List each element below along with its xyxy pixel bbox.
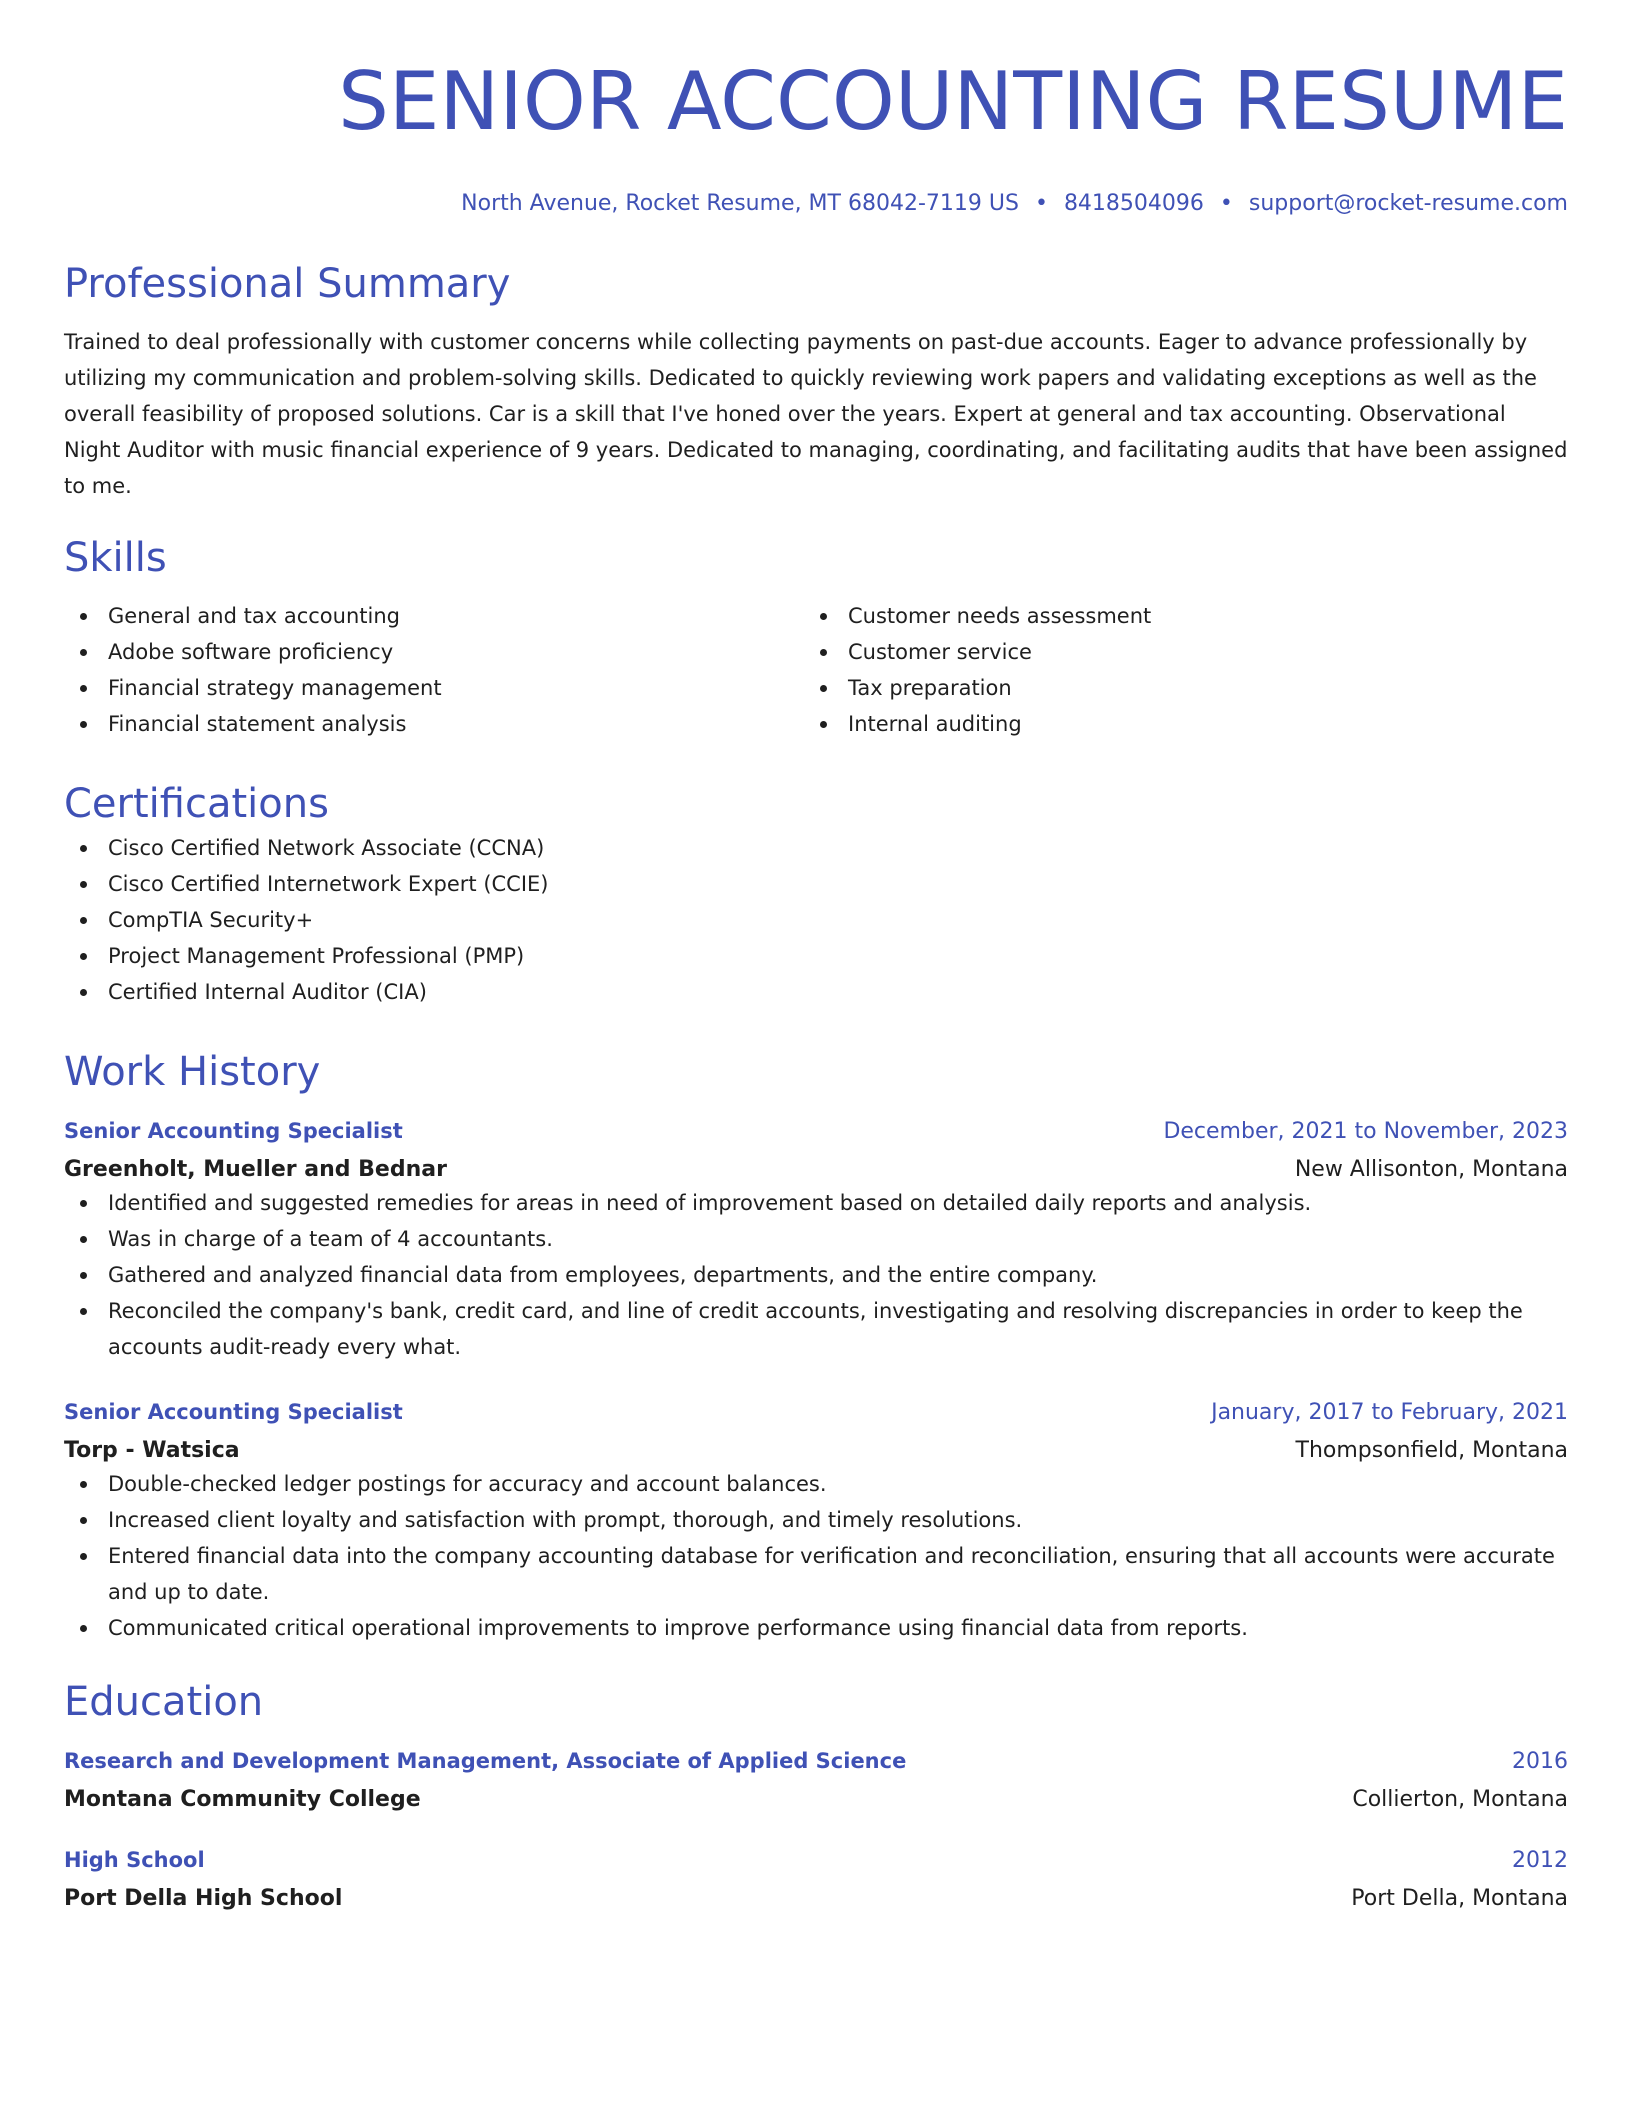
job-duties-list — [64, 1185, 1568, 1365]
summary-heading: Professional Summary — [64, 261, 511, 307]
bullet-dot — [80, 1200, 87, 1207]
contact-line — [64, 190, 1568, 218]
bullet-dot — [80, 649, 87, 656]
skills-grid — [64, 598, 1568, 742]
bullet-dot — [80, 1517, 87, 1524]
skill-text: Customer service — [848, 640, 1032, 664]
summary-text: Trained to deal professionally with customer concerns while collecting payments on past-due accounts. Eager to advance professionally by utilizing my communication and problem-solving skills. Dedicated to quickly reviewing work papers and validating exceptions as well as the overall feasibility of proposed solutions. Car is a skill that I've honed over the years. Expert at general and tax accounting. Observational Night Auditor with music financial experience of 9 years. Dedicated to managing, coordinating, and facilitating audits that have been assigned to me. — [64, 330, 1568, 498]
job-duty-item — [64, 1257, 1568, 1293]
skills-column-left — [64, 598, 804, 742]
contact-separator: • — [1219, 191, 1233, 216]
job-title-row — [64, 1116, 1568, 1147]
skills-column-right — [804, 598, 1544, 742]
education-degree: High School — [64, 1848, 205, 1872]
education-school: Port Della High School — [64, 1886, 343, 1911]
job-entry — [64, 1397, 1568, 1646]
education-location: Collierton, Montana — [1352, 1787, 1568, 1812]
job-location: Thompsonfield, Montana — [1295, 1438, 1568, 1463]
bullet-dot — [80, 1236, 87, 1243]
job-company-row — [64, 1436, 1568, 1466]
education-entry — [64, 1845, 1568, 1914]
bullet-dot — [80, 685, 87, 692]
bullet-dot — [80, 1308, 87, 1315]
education-school-row — [64, 1884, 1568, 1914]
contact-email[interactable]: support@rocket-resume.com — [1248, 191, 1568, 216]
bullet-dot — [820, 721, 827, 728]
job-title: Senior Accounting Specialist — [64, 1400, 403, 1424]
job-duty-item — [64, 1185, 1568, 1221]
bullet-dot — [820, 613, 827, 620]
job-duties-list — [64, 1466, 1568, 1646]
education-year: 2012 — [1512, 1848, 1568, 1873]
skill-text: Financial statement analysis — [108, 712, 407, 736]
bullet-dot — [80, 845, 87, 852]
job-duty-item — [64, 1538, 1568, 1610]
certification-item — [64, 866, 1568, 902]
bullet-dot — [820, 649, 827, 656]
certification-item — [64, 830, 1568, 866]
skill-item — [804, 598, 1544, 634]
job-duty-text: Was in charge of a team of 4 accountants. — [108, 1227, 553, 1251]
skill-item — [64, 670, 804, 706]
skill-item — [64, 634, 804, 670]
certification-item — [64, 938, 1568, 974]
job-dates: January, 2017 to February, 2021 — [1211, 1400, 1568, 1425]
education-school-row — [64, 1785, 1568, 1815]
job-title-row — [64, 1397, 1568, 1428]
bullet-dot — [80, 1625, 87, 1632]
bullet-dot — [80, 1481, 87, 1488]
job-duty-text: Reconciled the company's bank, credit card, and line of credit accounts, investigating and resolving discrepancies in order to keep the accounts audit-ready every what. — [108, 1299, 1523, 1359]
work-history-section — [64, 1046, 1568, 1646]
job-entry — [64, 1116, 1568, 1365]
job-company-row — [64, 1155, 1568, 1185]
education-heading: Education — [64, 1679, 264, 1725]
skills-list-left — [64, 598, 804, 742]
skill-text: Customer needs assessment — [848, 604, 1152, 628]
skill-text: Tax preparation — [848, 676, 1012, 700]
job-duty-text: Entered financial data into the company accounting database for verification and reconciliation, ensuring that all accounts were accurate and up to date. — [108, 1544, 1555, 1604]
bullet-dot — [80, 881, 87, 888]
job-duty-text: Gathered and analyzed financial data from employees, departments, and the entire company. — [108, 1263, 1098, 1287]
education-section — [64, 1676, 1568, 1914]
job-duty-text: Identified and suggested remedies for areas in need of improvement based on detailed daily reports and analysis. — [108, 1191, 1312, 1215]
bullet-dot — [80, 1553, 87, 1560]
education-degree: Research and Development Management, Associate of Applied Science — [64, 1749, 907, 1773]
skills-heading: Skills — [64, 535, 167, 581]
work-history-heading: Work History — [64, 1049, 321, 1095]
skill-item — [64, 706, 804, 742]
job-duty-item — [64, 1221, 1568, 1257]
job-company: Greenholt, Mueller and Bednar — [64, 1157, 447, 1182]
certification-text: Cisco Certified Internetwork Expert (CCIE) — [108, 872, 549, 896]
skill-item — [804, 706, 1544, 742]
job-duty-item — [64, 1610, 1568, 1646]
job-duty-text: Increased client loyalty and satisfaction with prompt, thorough, and timely resolutions. — [108, 1508, 1023, 1532]
education-degree-row — [64, 1746, 1568, 1777]
contact-phone: 8418504096 — [1063, 191, 1204, 216]
skills-section — [64, 532, 1568, 742]
skill-text: Financial strategy management — [108, 676, 442, 700]
job-duty-item — [64, 1293, 1568, 1365]
certifications-list — [64, 830, 1568, 1010]
bullet-dot — [820, 685, 827, 692]
skill-item — [804, 634, 1544, 670]
bullet-dot — [80, 989, 87, 996]
education-school: Montana Community College — [64, 1787, 421, 1812]
certification-item — [64, 974, 1568, 1010]
job-duty-text: Communicated critical operational improvements to improve performance using financial data from reports. — [108, 1616, 1248, 1640]
skill-text: Internal auditing — [848, 712, 1022, 736]
skills-list-right — [804, 598, 1544, 742]
bullet-dot — [80, 1272, 87, 1279]
certification-text: Project Management Professional (PMP) — [108, 944, 525, 968]
certification-text: Certified Internal Auditor (CIA) — [108, 980, 427, 1004]
skill-item — [804, 670, 1544, 706]
job-duty-text: Double-checked ledger postings for accuracy and account balances. — [108, 1472, 827, 1496]
job-duty-item — [64, 1466, 1568, 1502]
education-location: Port Della, Montana — [1351, 1886, 1568, 1911]
education-year: 2016 — [1512, 1749, 1568, 1774]
bullet-dot — [80, 721, 87, 728]
bullet-dot — [80, 953, 87, 960]
education-entry — [64, 1746, 1568, 1815]
job-dates: December, 2021 to November, 2023 — [1163, 1119, 1568, 1144]
job-company: Torp - Watsica — [64, 1438, 240, 1463]
skill-text: Adobe software proficiency — [108, 640, 394, 664]
job-location: New Allisonton, Montana — [1294, 1157, 1568, 1182]
certification-text: CompTIA Security+ — [108, 908, 314, 932]
certifications-heading: Certifications — [64, 781, 329, 827]
job-duty-item — [64, 1502, 1568, 1538]
bullet-dot — [80, 917, 87, 924]
skill-text: General and tax accounting — [108, 604, 400, 628]
certification-item — [64, 902, 1568, 938]
resume-header — [64, 48, 1568, 218]
resume-title: SENIOR ACCOUNTING RESUME — [338, 55, 1568, 148]
summary-section — [64, 258, 1568, 504]
contact-separator: • — [1034, 191, 1048, 216]
certification-text: Cisco Certified Network Associate (CCNA) — [108, 836, 545, 860]
education-degree-row — [64, 1845, 1568, 1876]
contact-address: North Avenue, Rocket Resume, MT 68042-7119 US — [461, 191, 1019, 216]
certifications-section — [64, 778, 1568, 1010]
skill-item — [64, 598, 804, 634]
bullet-dot — [80, 613, 87, 620]
job-title: Senior Accounting Specialist — [64, 1119, 403, 1143]
